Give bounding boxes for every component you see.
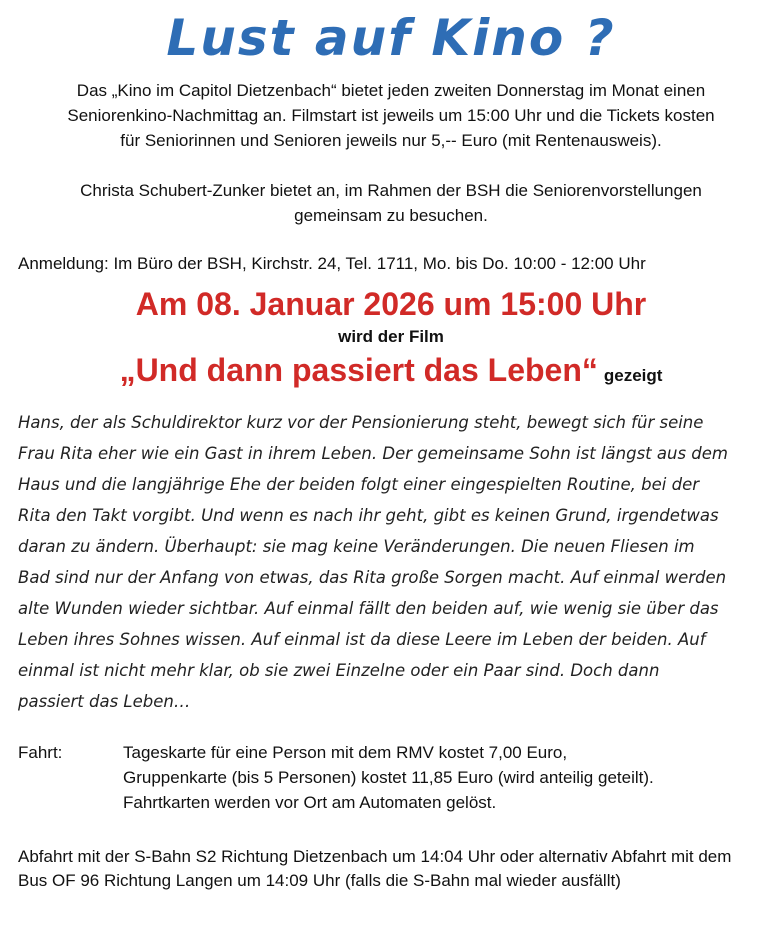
synopsis-line: einmal ist nicht mehr klar, ob sie zwei Einzelne oder ein Paar sind. Doch dann — [18, 661, 660, 680]
date-headline: Am 08. Januar 2026 um 15:00 Uhr — [135, 286, 647, 322]
registration-info: Anmeldung: Im Büro der BSH, Kirchstr. 24, Tel. 1711, Mo. bis Do. 10:00 - 12:00 Uhr — [18, 254, 646, 273]
synopsis-line: Leben ihres Sohnes wissen. Auf einmal ist da diese Leere im Leben der beiden. Auf — [18, 630, 706, 649]
travel-details — [123, 740, 763, 815]
film-synopsis — [18, 407, 768, 717]
film-title-line — [0, 346, 782, 394]
film-suffix: gezeigt — [603, 366, 663, 385]
synopsis-line: alte Wunden wieder sichtbar. Auf einmal fällt den beiden auf, wie wenig sie über das — [18, 599, 719, 618]
synopsis-line: Haus und die langjährige Ehe der beiden folgt einer eingespielten Routine, bei der — [18, 475, 700, 494]
synopsis-line: Hans, der als Schuldirektor kurz vor der Pensionierung steht, bewegt sich für seine — [18, 413, 704, 432]
offer-line: Christa Schubert-Zunker bietet an, im Rahmen der BSH die Seniorenvorstellungen — [80, 181, 702, 200]
synopsis-line: Bad sind nur der Anfang von etwas, das Rita große Sorgen macht. Auf einmal werden — [18, 568, 727, 587]
travel-line: Tageskarte für eine Person mit dem RMV kostet 7,00 Euro, — [123, 743, 568, 762]
intro-line: Seniorenkino-Nachmittag an. Filmstart ist jeweils um 15:00 Uhr und die Tickets kosten — [67, 106, 715, 125]
intro-paragraph — [0, 78, 782, 153]
intro-line: Das „Kino im Capitol Dietzenbach“ bietet jeden zweiten Donnerstag im Monat einen — [76, 81, 706, 100]
intro-line: für Seniorinnen und Senioren jeweils nur 5,-- Euro (mit Rentenausweis). — [120, 131, 662, 150]
synopsis-line: Frau Rita eher wie ein Gast in ihrem Leben. Der gemeinsame Sohn ist längst aus dem — [18, 444, 728, 463]
film-intro: wird der Film — [338, 327, 444, 346]
page-title: Lust auf Kino ? — [166, 9, 616, 67]
offer-paragraph — [0, 178, 782, 228]
travel-line: Fahrtkarten werden vor Ort am Automaten gelöst. — [123, 793, 497, 812]
offer-line: gemeinsam zu besuchen. — [294, 206, 488, 225]
travel-label: Fahrt: — [18, 743, 63, 762]
synopsis-line: Rita den Takt vorgibt. Und wenn es nach ihr geht, gibt es keinen Grund, irgendetwas — [18, 506, 719, 525]
synopsis-line: passiert das Leben… — [18, 692, 191, 711]
synopsis-line: daran zu ändern. Überhaupt: sie mag keine Veränderungen. Die neuen Fliesen im — [18, 537, 695, 556]
departure-info: Abfahrt mit der S-Bahn S2 Richtung Dietzenbach um 14:04 Uhr oder alternativ Abfahrt mit dem Bus OF 96 Richtung Langen um 14:09 Uhr (falls die S-Bahn mal wieder ausfällt) — [18, 847, 732, 890]
film-title: „Und dann passiert das Leben“ — [119, 352, 598, 388]
travel-line: Gruppenkarte (bis 5 Personen) kostet 11,85 Euro (wird anteilig geteilt). — [123, 768, 654, 787]
